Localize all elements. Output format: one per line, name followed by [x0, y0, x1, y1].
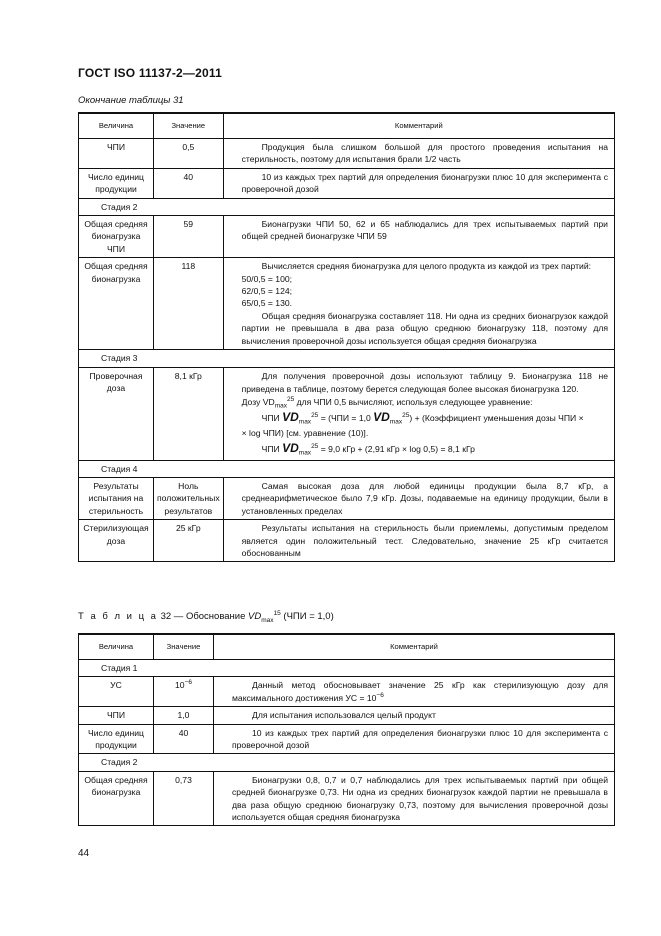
document-header: ГОСТ ISO 11137-2—2011 [78, 66, 222, 80]
table-row: Результаты испытания на стерильность Ноль положительных результатов Самая высокая доза для любой единицы продукции была 8,7 кГр, а среднеарифметическое было 7,9 кГр. Дозы, подаваемые на единицу продукции, были в установленных пределах [79, 477, 615, 519]
page-number: 44 [78, 848, 90, 859]
table-row: Общая средняя бионагрузка ЧПИ 59 Бионагрузки ЧПИ 50, 62 и 65 наблюдались для трех испытываемых партий при общей средней бионагрузке ЧПИ 59 [79, 216, 615, 258]
table-row: ЧПИ 0,5 Продукция была слишком большой для простого проведения испытания на стерильность, поэтому для испытания брали 1/2 часть [79, 139, 615, 169]
table-row: Стерилизующая доза 25 кГр Результаты испытания на стерильность были приемлемы, допустимым пределом является один положительный тест. Следовательно, значение 25 кГр считается обоснованным [79, 520, 615, 562]
table-row: Общая средняя бионагрузка 0,73 Бионагрузки 0,8, 0,7 и 0,7 наблюдались для трех испытываемых партий при общей средней бионагрузке 0,73. Ни одна из средних бионагрузок каждой партии не превышала в два раза общую среднюю бионагрузку 0,73, поэтому для вычисления проверочной дозы используется общая средняя бионагрузка [79, 771, 615, 826]
table-row: Проверочная доза 8,1 кГр Для получения проверочной дозы используют таблицу 9. Бионагрузка 118 не приведена в таблице, поэтому берется следующая более высокая бионагрузка 120. Дозу $VD_{max}^{25}$ для ЧПИ 0,5 вычисляют, используя следующее уравнение: ЧПИ $VD_{max}^{25} = (ЧПИ = 1,0$ $VD_{max}^{25}$) + (Коэффициент уменьшения дозы ЧПИ × × log ЧПИ) [см. уравнение (10)]. ЧПИ $VD_{max}^{25} = 9,0$ кГр + (2,91 кГр × log 0,5) = 8,1 кГр [79, 367, 615, 460]
col-header-comment: Комментарий [214, 634, 615, 660]
stage-row: Стадия 2 [79, 754, 615, 771]
table-row: ЧПИ 1,0 Для испытания использовался целый продукт [79, 707, 615, 724]
col-header-comment: Комментарий [223, 113, 614, 139]
table-row: Число единиц продукции 40 10 из каждых трех партий для определения бионагрузки плюс 10 для эксперимента с проверочной дозой [79, 168, 615, 198]
table-32 [78, 633, 615, 826]
table-31-caption: Окончание таблицы 31 [78, 95, 184, 106]
table-row: Число единиц продукции 40 10 из каждых трех партий для определения бионагрузки плюс 10 для эксперимента с проверочной дозой [79, 724, 615, 754]
table-31 [78, 112, 615, 562]
stage-row: Стадия 4 [79, 460, 615, 477]
col-header-quantity: Величина [79, 634, 154, 660]
table-row: УС $10^{-6}$ Данный метод обосновывает значение 25 кГр как стерилизующую дозу для максимального достижения УС = $10^{-6}$ [79, 677, 615, 707]
col-header-value: Значение [154, 634, 214, 660]
stage-row: Стадия 3 [79, 350, 615, 367]
stage-row: Стадия 2 [79, 198, 615, 215]
table-row: Общая средняя бионагрузка 118 Вычисляется средняя бионагрузка для целого продукта из каждой из трех партий: 50/0,5 = 100; 62/0,5 = 124; 65/0,5 = 130. Общая средняя бионагрузка составляет 118. Ни одна из средних бионагрузок каждой партии не превышала в два раза общую среднюю бионагрузку 118, поэтому для вычисления проверочной дозы используется общая средняя бионагрузка [79, 258, 615, 350]
col-header-quantity: Величина [79, 113, 154, 139]
stage-row: Стадия 1 [79, 660, 615, 677]
col-header-value: Значение [154, 113, 224, 139]
table-32-caption: Т а б л и ц а 32 — Обоснование $VD_{max}^{15}$ (ЧПИ = 1,0) [78, 609, 334, 624]
